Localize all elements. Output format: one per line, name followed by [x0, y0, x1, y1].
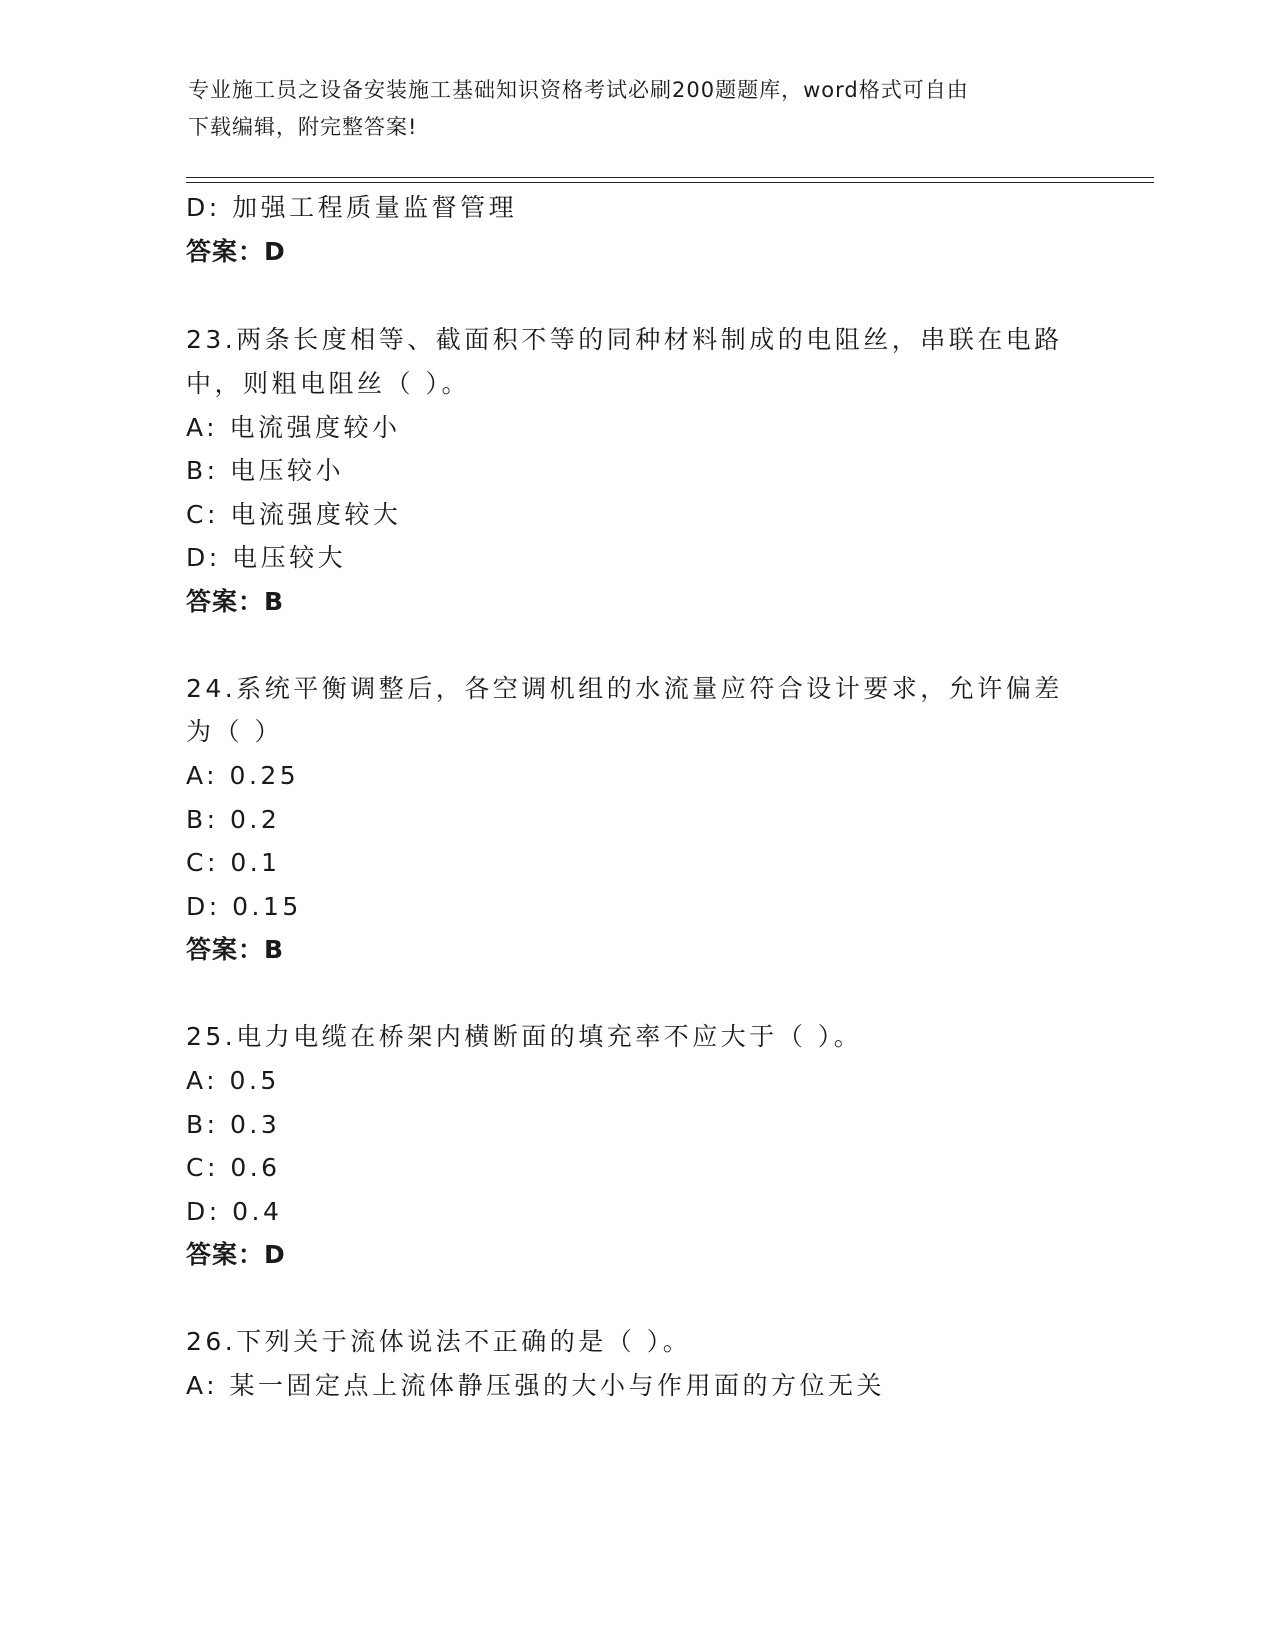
q22-option-d: D: 加强工程质量监督管理 — [186, 193, 518, 222]
q24-option-c: C: 0.1 — [186, 848, 281, 877]
q24-option-d: D: 0.15 — [186, 892, 302, 921]
q25-answer: 答案：D — [186, 1240, 286, 1269]
q23-option-b: B: 电压较小 — [186, 456, 345, 485]
q26-stem-line-1: 26.下列关于流体说法不正确的是（ ）。 — [186, 1327, 692, 1356]
q26-option-a: A: 某一固定点上流体静压强的大小与作用面的方位无关 — [186, 1371, 886, 1400]
q23-stem-line-1: 23.两条长度相等、截面积不等的同种材料制成的电阻丝，串联在电路 — [186, 325, 1063, 354]
document-header — [188, 72, 1068, 146]
q24-option-b: B: 0.2 — [186, 805, 281, 834]
q23-option-c: C: 电流强度较大 — [186, 500, 402, 529]
q24-stem-line-2: 为（ ） — [186, 717, 283, 746]
q23-option-d: D: 电压较大 — [186, 543, 347, 572]
q23-answer: 答案：B — [186, 587, 285, 616]
q23-stem-line-2: 中，则粗电阻丝（ ）。 — [186, 369, 470, 398]
q25-option-c: C: 0.6 — [186, 1153, 281, 1182]
header-divider-top — [186, 177, 1154, 178]
header-divider-bottom — [186, 182, 1154, 183]
q24-answer: 答案：B — [186, 935, 285, 964]
header-line-2: 下载编辑，附完整答案! — [188, 115, 418, 139]
q25-stem-line-1: 25.电力电缆在桥架内横断面的填充率不应大于（ ）。 — [186, 1022, 863, 1051]
q22-answer: 答案：D — [186, 237, 286, 266]
q25-option-b: B: 0.3 — [186, 1110, 281, 1139]
q24-option-a: A: 0.25 — [186, 761, 300, 790]
q24-stem-line-1: 24.系统平衡调整后，各空调机组的水流量应符合设计要求，允许偏差 — [186, 674, 1063, 703]
header-line-1: 专业施工员之设备安装施工基础知识资格考试必刷200题题库，word格式可自由 — [188, 78, 969, 102]
q25-option-a: A: 0.5 — [186, 1066, 280, 1095]
q25-option-d: D: 0.4 — [186, 1197, 283, 1226]
q23-option-a: A: 电流强度较小 — [186, 413, 401, 442]
